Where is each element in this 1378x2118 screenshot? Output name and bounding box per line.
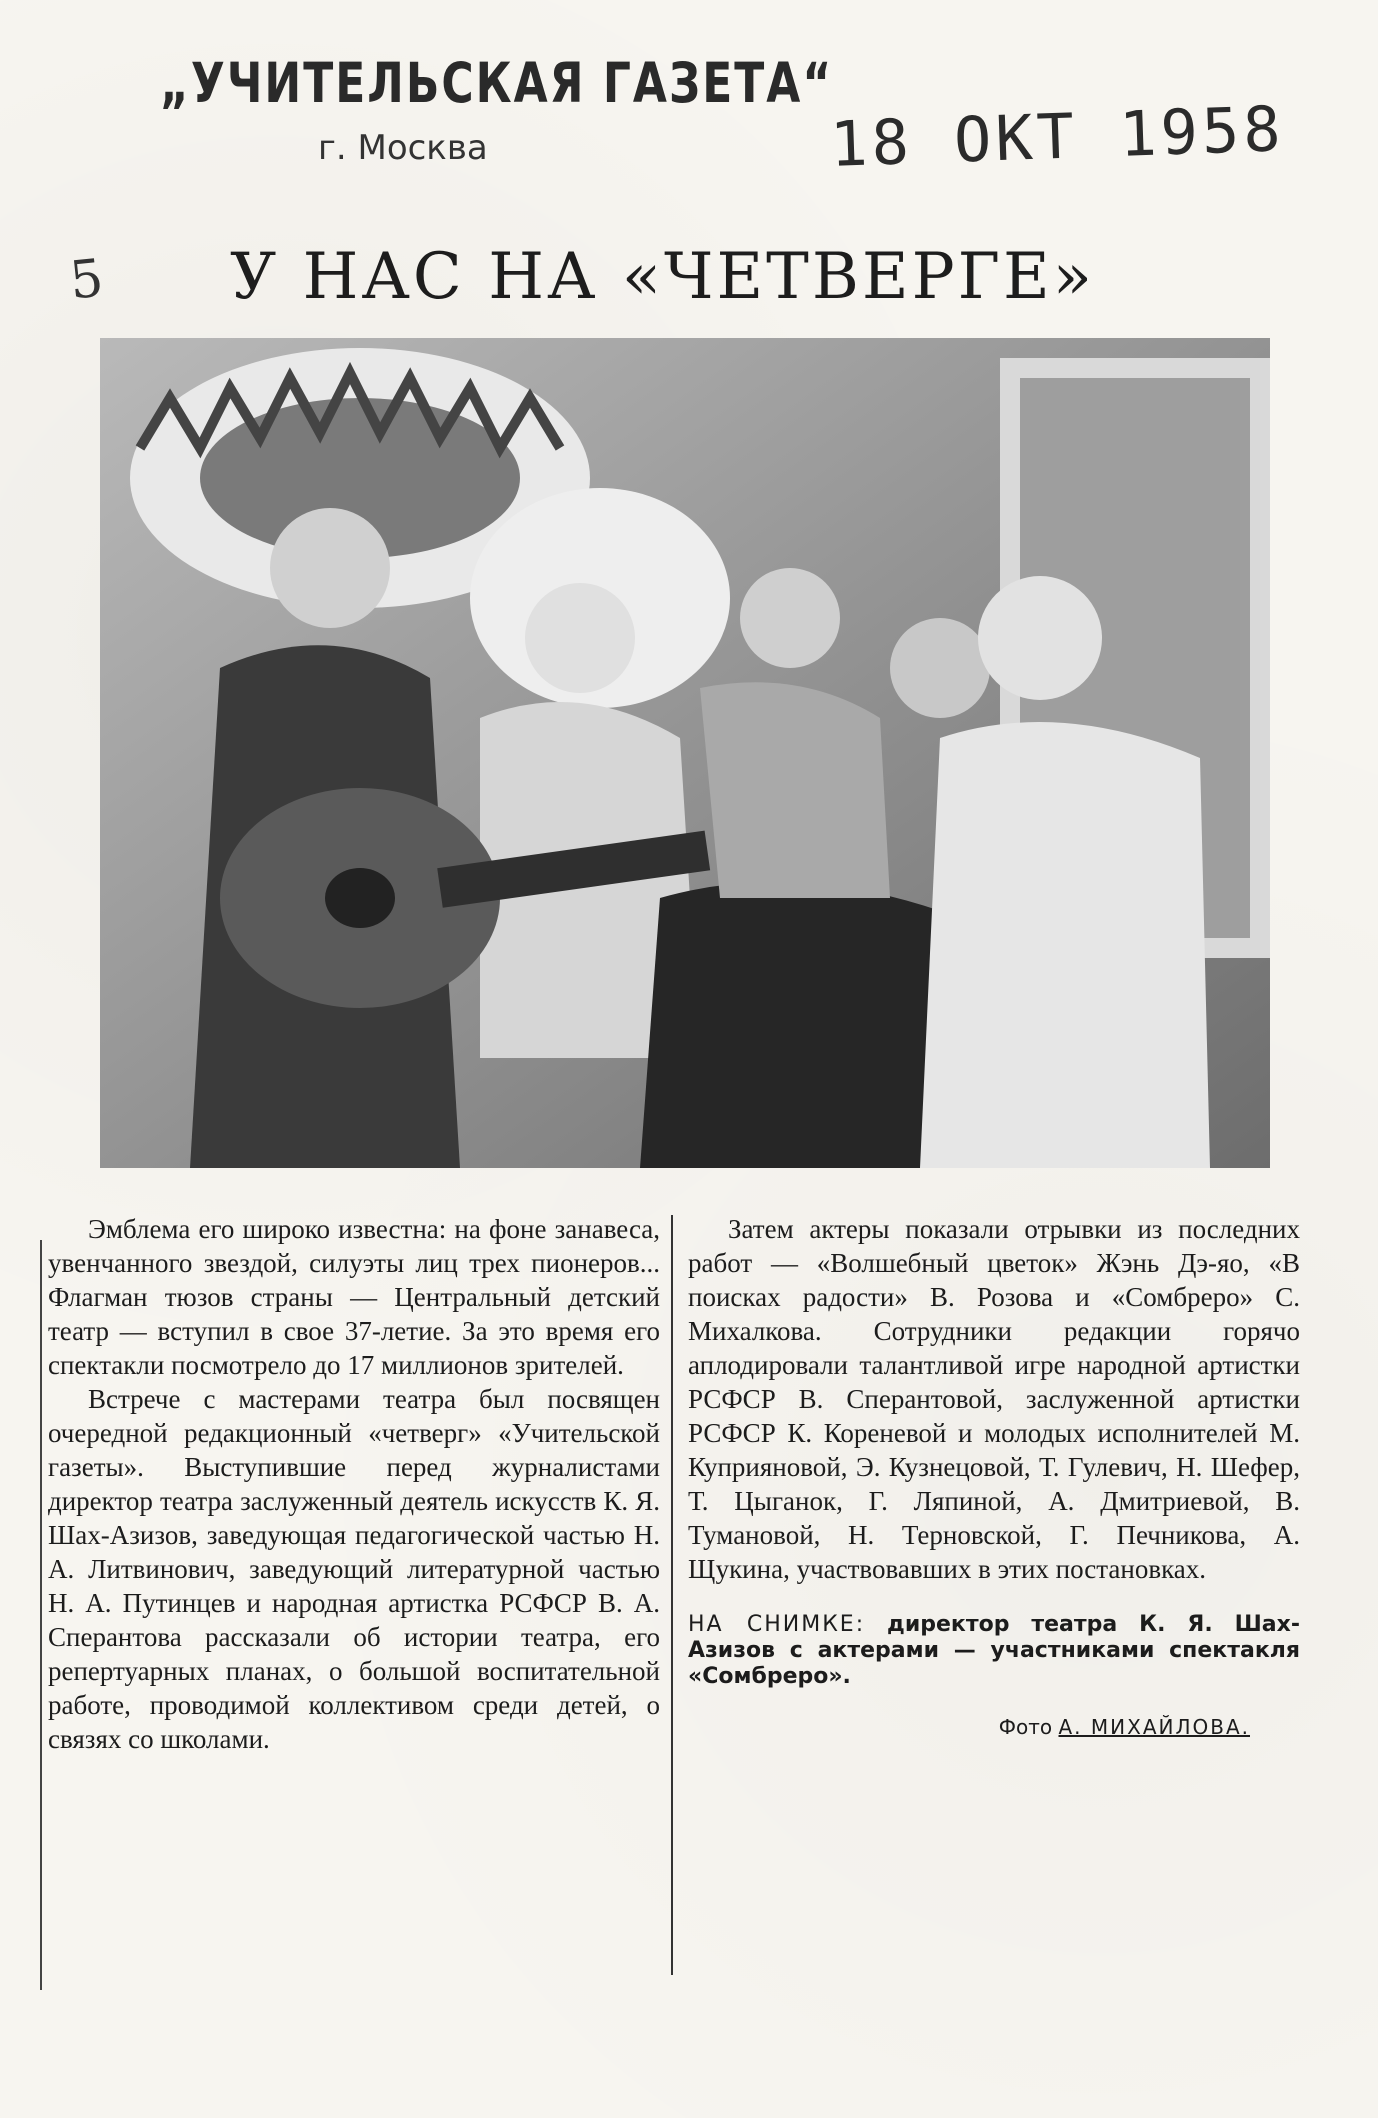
left-column-rule [40,1240,42,1990]
article-right-column [688,1212,1300,1744]
article-headline: У НАС НА «ЧЕТВЕРГЕ» [230,240,1095,314]
handwritten-mark: 5 [66,248,107,312]
date-stamp: 18 ОКТ 1958 [828,92,1286,181]
article-left-column [48,1212,660,1756]
photo-illustration [100,338,1270,1168]
left-paragraph-1: Эмблема его широко известна: на фоне занавеса, увенчанного звездой, силуэты лиц трех пионеров... Флагман тюзов страны — Центральный детский театр — вступил в свое 37-летие. За это время его спектакли посмотрело до 17 миллионов зрителей. [48,1214,660,1380]
caption-text: директор театра К. Я. Шах-Азизов с актерами — участниками спектакля «Сомбреро». [688,1612,1300,1689]
right-paragraph-1: Затем актеры показали отрывки из последних работ — «Волшебный цветок» Жэнь Дэ-яо, «В поисках радости» В. Розова и «Сомбреро» С. Михалкова. Сотрудники редакции горячо аплодировали талантливой игре народной артистки РСФСР В. Сперантовой, заслуженной артистки РСФСР К. Кореневой и молодых исполнителей М. Куприяновой, Э. Кузнецовой, Т. Гулевич, Н. Шефер, Т. Цыганок, Г. Ляпиной, А. Дмитриевой, В. Тумановой, Н. Терновской, Г. Печникова, А. Щукина, участвовавших в этих постановках. [688,1214,1300,1584]
caption-lead: НА СНИМКЕ: [688,1612,866,1637]
column-divider [671,1215,673,1975]
left-paragraph-2: Встрече с мастерами театра был посвящен очередной редакционный «четверг» «Учительской газеты». Выступившие перед журналистами директор театра заслуженный деятель искусств К. Я. Шах-Азизов, заведующая педагогической частью Н. А. Литвинович, заведующий литературной частью Н. А. Путинцев и народная артистка РСФСР В. А. Сперантова рассказали об истории театра, его репертуарных планах, о большой воспитательной работе, проводимой коллективом среди детей, о связях со школами. [48,1384,660,1754]
photo-credit [688,1710,1300,1744]
credit-prefix: Фото [998,1715,1053,1739]
credit-name: А. МИХАЙЛОВА. [1058,1715,1250,1739]
newspaper-name-stamp: „УЧИТЕЛЬСКАЯ ГАЗЕТА“ [160,52,834,116]
article-photo [100,338,1270,1168]
city-stamp: г. Москва [318,128,488,168]
photo-caption [688,1612,1300,1690]
